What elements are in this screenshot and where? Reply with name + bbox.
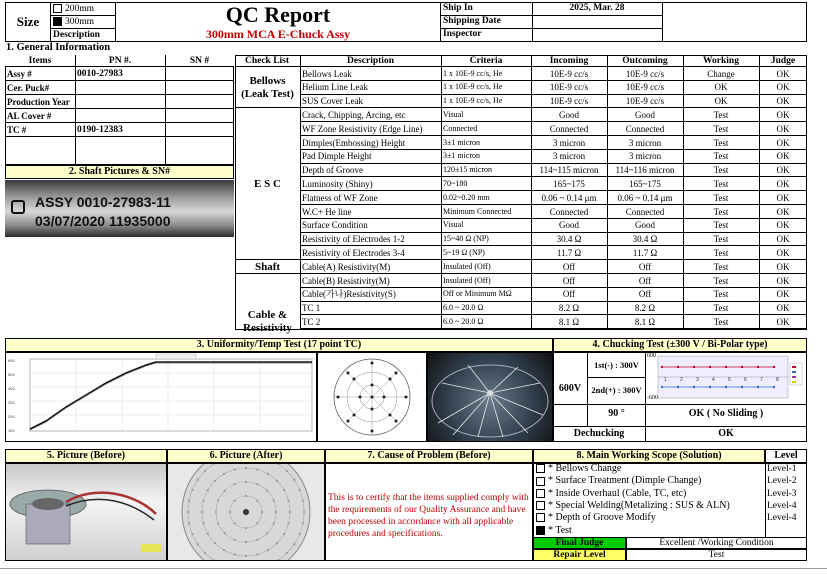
checklist-working[interactable]: OK — [714, 82, 728, 93]
svg-text:1: 1 — [664, 377, 667, 383]
checklist-outcoming[interactable]: 114~116 micron — [615, 165, 675, 176]
checklist-desc: Depth of Groove — [302, 165, 363, 176]
shaft-photo — [5, 180, 234, 237]
general-title: 1. General Information — [6, 42, 111, 53]
checklist-desc: Cable(가나)Resistivity(S) — [302, 289, 396, 300]
checklist-judge[interactable]: OK — [776, 96, 790, 107]
divider — [300, 328, 807, 329]
svg-text:2: 2 — [680, 377, 683, 383]
checklist-working[interactable]: Test — [713, 165, 729, 176]
checklist-incoming[interactable]: Connected — [549, 206, 589, 217]
checklist-incoming[interactable]: 8.2 Ω — [558, 303, 580, 314]
checklist-outcoming[interactable]: Good — [635, 220, 655, 231]
cl-header-criteria: Criteria — [469, 56, 503, 66]
checklist-incoming[interactable]: 10E-9 cc/s — [549, 96, 589, 107]
svg-text:5: 5 — [728, 377, 731, 383]
checklist-outcoming[interactable]: Off — [638, 261, 652, 272]
divider — [5, 108, 234, 109]
checklist-outcoming[interactable]: 8.2 Ω — [634, 303, 656, 314]
divider — [300, 55, 301, 330]
checklist-outcoming[interactable]: Connected — [625, 123, 665, 134]
chucking-voltage: 600V — [558, 383, 582, 394]
general-item: Production Year — [7, 97, 70, 107]
checklist-criteria: 15~40 Ω (NP) — [443, 234, 489, 244]
checklist-incoming[interactable]: 11.7 Ω — [556, 247, 582, 258]
scope-item-label: * Surface Treatment (Dimple Change) — [548, 475, 702, 487]
checklist-criteria: Connected — [443, 123, 478, 133]
checklist-incoming[interactable]: Off — [562, 275, 576, 286]
scope-item-label: * Test — [548, 524, 572, 536]
checklist-outcoming[interactable]: 11.7 Ω — [632, 247, 658, 258]
checklist-working[interactable]: OK — [714, 96, 728, 107]
checklist-outcoming[interactable]: Off — [638, 275, 652, 286]
svg-text:400: 400 — [8, 386, 15, 391]
checklist-outcoming[interactable]: 165~175 — [629, 178, 661, 189]
divider — [5, 122, 234, 123]
checklist-outcoming[interactable]: 3 micron — [628, 137, 662, 148]
svg-text:6: 6 — [744, 377, 747, 383]
after-photo — [167, 463, 325, 561]
page-subtitle: 300mm MCA E-Chuck Assy — [205, 27, 351, 41]
checklist-incoming[interactable]: 3 micron — [552, 151, 586, 162]
general-header-items: Items — [28, 56, 52, 66]
size-option-200[interactable] — [53, 3, 113, 15]
checklist-working[interactable]: Test — [713, 178, 729, 189]
checklist-desc: Pad Dimple Height — [302, 151, 372, 162]
scope-item[interactable] — [536, 463, 764, 475]
thermal-photo — [427, 352, 553, 442]
checklist-working[interactable]: Test — [713, 289, 729, 300]
checklist-desc: Helium Line Leak — [302, 82, 368, 93]
cl-header-desc: Description — [347, 56, 394, 66]
scope-item[interactable] — [536, 512, 764, 524]
before-photo — [5, 463, 167, 561]
general-header-pn: PN #. — [108, 56, 132, 66]
general-item: Assy # — [7, 69, 32, 79]
divider — [587, 377, 645, 378]
divider — [553, 404, 807, 405]
scope-level: Level-3 — [767, 488, 797, 499]
checklist-incoming[interactable]: 165~175 — [553, 178, 585, 189]
general-item: TC # — [7, 125, 27, 135]
divider — [5, 80, 234, 81]
checklist-outcoming[interactable]: 10E-9 cc/s — [625, 68, 665, 79]
cause-title: 7. Cause of Problem (Before) — [325, 449, 533, 463]
temp-chart — [5, 352, 317, 442]
checklist-incoming[interactable]: 10E-9 cc/s — [549, 82, 589, 93]
divider — [441, 55, 442, 330]
checklist-judge[interactable]: OK — [776, 247, 790, 258]
checklist-judge[interactable]: OK — [776, 192, 790, 203]
divider — [662, 2, 663, 42]
cl-header-incoming: Incoming — [549, 56, 589, 66]
checklist-desc: SUS Cover Leak — [302, 96, 363, 107]
checklist-incoming[interactable]: Off — [562, 261, 576, 272]
checklist-outcoming[interactable]: Off — [638, 289, 652, 300]
checklist-working[interactable]: Change — [707, 68, 735, 79]
checklist-judge[interactable]: OK — [776, 109, 790, 120]
checklist-working[interactable]: Test — [713, 234, 729, 245]
inspector-label: Inspector — [443, 29, 482, 39]
checklist-judge[interactable]: OK — [776, 82, 790, 93]
general-item: AL Cover # — [7, 111, 52, 121]
checklist-incoming[interactable]: 0.06 ~ 0.14 μm — [541, 192, 597, 203]
checklist-judge[interactable]: OK — [776, 316, 790, 327]
svg-text:4: 4 — [712, 377, 715, 383]
scope-checkbox[interactable] — [536, 501, 545, 510]
svg-text:200: 200 — [8, 414, 15, 419]
chucking-angle: 90 ° — [608, 408, 625, 419]
cause-text: This is to certify that the items supplied comply with the requirements of our Quality Assurance and have been processed in accordance with all applicable procedures and specifications. — [328, 493, 529, 539]
chucking-chart-svg — [646, 353, 806, 403]
scope-level: Level-4 — [767, 500, 797, 511]
general-pn[interactable]: 0190-12383 — [77, 125, 123, 135]
checklist-outcoming[interactable]: 0.06 ~ 0.14 μm — [617, 192, 673, 203]
chucking-y-top: 600 — [647, 353, 656, 359]
general-item: Cer. Puck# — [7, 83, 50, 93]
checklist-judge[interactable]: OK — [776, 178, 790, 189]
checklist-working[interactable]: Test — [713, 275, 729, 286]
svg-text:100: 100 — [8, 428, 15, 433]
checklist-criteria: 5~19 Ω (NP) — [443, 247, 485, 257]
checklist-judge[interactable]: OK — [776, 234, 790, 245]
tc-map — [317, 352, 427, 442]
checklist-desc: Cable(B) Resistivity(M) — [302, 275, 390, 286]
checkbox-300[interactable] — [53, 17, 62, 26]
final-judge-value[interactable]: Excellent /Working Condition — [659, 538, 774, 548]
checklist-criteria: Insulated (Off) — [443, 261, 491, 271]
svg-text:3: 3 — [696, 377, 699, 383]
description-label: Description — [53, 30, 100, 40]
checklist-outcoming[interactable]: 30.4 Ω — [632, 234, 658, 245]
divider — [165, 55, 166, 165]
cl-header-judge: Judge — [770, 56, 796, 66]
checklist-judge[interactable]: OK — [776, 220, 790, 231]
checklist-desc: Resistivity of Electrodes 1-2 — [302, 234, 405, 245]
divider — [440, 2, 441, 42]
checklist-criteria: 1 x 10E-9 cc/s, He — [443, 96, 503, 106]
checklist-criteria: 1 x 10E-9 cc/s, He — [443, 82, 503, 92]
checklist-judge[interactable]: OK — [776, 165, 790, 176]
divider — [50, 2, 51, 42]
after-photo-svg — [168, 464, 324, 560]
divider — [765, 463, 766, 537]
checklist-criteria: Off or Minimum MΩ — [443, 289, 512, 299]
checklist-criteria: 6.0 ~ 20.0 Ω — [443, 303, 484, 313]
checklist-working[interactable]: Test — [713, 151, 729, 162]
checklist-incoming[interactable]: 114~115 micron — [539, 165, 599, 176]
svg-text:8: 8 — [776, 377, 779, 383]
checklist-working[interactable]: Test — [713, 220, 729, 231]
repair-level-value[interactable]: Test — [708, 550, 725, 560]
svg-text:500: 500 — [8, 372, 15, 377]
scope-item[interactable] — [536, 525, 764, 537]
checklist-criteria: Insulated (Off) — [443, 275, 491, 285]
checklist-outcoming[interactable]: 10E-9 cc/s — [625, 82, 665, 93]
checklist-incoming[interactable]: 10E-9 cc/s — [549, 68, 589, 79]
checklist-criteria: 120±15 micron — [443, 165, 493, 175]
ship-in-label: Ship In — [443, 3, 473, 13]
checklist-judge[interactable]: OK — [776, 68, 790, 79]
checklist-criteria: 1 x 10E-9 cc/s, He — [443, 68, 503, 78]
checklist-judge[interactable]: OK — [776, 206, 790, 217]
checklist-desc: TC 1 — [302, 303, 321, 314]
repair-level-label: Repair Level — [553, 550, 606, 560]
scope-item-label: * Depth of Groove Modify — [548, 512, 656, 524]
checklist-working[interactable]: Test — [713, 137, 729, 148]
temp-chart-svg — [6, 353, 316, 441]
checklist-desc: TC 2 — [302, 316, 321, 327]
scope-item[interactable] — [536, 500, 764, 512]
checklist-working[interactable]: Test — [713, 303, 729, 314]
checklist-working[interactable]: Test — [713, 261, 729, 272]
checklist-working[interactable]: Test — [713, 192, 729, 203]
checklist-group: Cable & Resistivity — [243, 309, 292, 335]
checklist-incoming[interactable]: 3 micron — [552, 137, 586, 148]
chucking-first: 1st(-) : 300V — [594, 360, 639, 370]
checklist-desc: Dimples(Embossing) Height — [302, 137, 406, 148]
after-title: 6. Picture (After) — [167, 449, 325, 463]
scope-level: Level-1 — [767, 464, 797, 474]
svg-text:300: 300 — [8, 400, 15, 405]
before-photo-svg — [6, 464, 166, 560]
chucking-second: 2nd(+) : 300V — [591, 385, 642, 395]
scope-checkbox[interactable] — [536, 464, 545, 473]
chucking-chart — [646, 353, 806, 403]
size-label: Size — [16, 14, 40, 29]
checklist-working[interactable]: Test — [713, 123, 729, 134]
checklist-judge[interactable]: OK — [776, 275, 790, 286]
checklist-working[interactable]: Test — [713, 109, 729, 120]
cl-header-working: Working — [703, 56, 739, 66]
checklist-incoming[interactable]: Connected — [549, 123, 589, 134]
svg-text:7: 7 — [760, 377, 763, 383]
checklist-criteria: 3±1 micron — [443, 151, 481, 161]
scope-item[interactable] — [536, 475, 764, 487]
checklist-outcoming[interactable]: Connected — [625, 206, 665, 217]
final-judge-label: Final Judge — [555, 538, 604, 548]
checklist-desc: Flatness of WF Zone — [302, 192, 378, 203]
checklist-desc: Luminosity (Shiny) — [302, 178, 373, 189]
page-title: QC Report — [225, 2, 331, 27]
size-option-label: 300mm — [65, 17, 95, 27]
checklist-criteria: Minimum Connected — [443, 206, 512, 216]
svg-text:600: 600 — [8, 358, 15, 363]
scope-checkbox[interactable] — [536, 489, 545, 498]
checklist-group: Bellows (Leak Test) — [241, 74, 294, 100]
scope-item[interactable] — [536, 488, 764, 500]
checklist-criteria: Visual — [443, 220, 464, 230]
checklist-outcoming[interactable]: 10E-9 cc/s — [625, 96, 665, 107]
dechucking-label: Dechucking — [573, 428, 625, 439]
chucking-title: 4. Chucking Test (±300 V / Bi-Polar type) — [553, 338, 807, 352]
scope-item-label: * Special Welding(Metalizing : SUS & ALN) — [548, 499, 730, 511]
checklist-incoming[interactable]: Good — [559, 109, 579, 120]
shaft-title: 2. Shaft Pictures & SN# — [5, 165, 234, 179]
checklist-judge[interactable]: OK — [776, 261, 790, 272]
size-option-label: 200mm — [65, 4, 95, 14]
checklist-criteria: 70~180 — [443, 178, 468, 188]
checklist-criteria: 6.0 ~ 20.0 Ω — [443, 316, 484, 326]
scope-item-label: * Inside Overhaul (Cable, TC, etc) — [548, 487, 687, 499]
cl-header-outcoming: Outcoming — [622, 56, 668, 66]
checklist-group: E S C — [254, 177, 281, 190]
checkbox-200[interactable] — [53, 4, 62, 13]
checklist-judge[interactable]: OK — [776, 123, 790, 134]
cause-box — [325, 463, 533, 561]
checklist-working[interactable]: Test — [713, 206, 729, 217]
level-title: Level — [765, 449, 807, 463]
uniformity-title: 3. Uniformity/Temp Test (17 point TC) — [5, 338, 553, 352]
checklist-desc: Resistivity of Electrodes 3-4 — [302, 247, 405, 258]
cl-header-check: Check List — [244, 56, 290, 66]
chucking-angle-result: OK ( No Sliding ) — [688, 408, 764, 419]
scope-title: 8. Main Working Scope (Solution) — [533, 449, 765, 463]
checklist-outcoming[interactable]: Good — [635, 109, 655, 120]
scope-level: Level-2 — [767, 476, 797, 487]
checklist-desc: Surface Condition — [302, 220, 368, 231]
dechucking-result: OK — [718, 428, 734, 439]
divider — [5, 94, 234, 95]
checklist-criteria: Visual — [443, 109, 464, 119]
shaft-line-1: ASSY 0010-27983-11 — [35, 194, 171, 210]
page-footer — [0, 568, 827, 587]
checklist-judge[interactable]: OK — [776, 151, 790, 162]
divider — [5, 136, 234, 137]
checklist-incoming[interactable]: Good — [559, 220, 579, 231]
checklist-outcoming[interactable]: 8.1 Ω — [634, 316, 656, 327]
checklist-desc: W.C+ He line — [302, 206, 352, 217]
chucking-y-bottom: -600 — [647, 395, 658, 401]
shaft-line-2: 03/07/2020 11935000 — [35, 213, 171, 229]
checklist-desc: WF Zone Resistivity (Edge Line) — [302, 123, 423, 134]
tc-map-svg — [318, 353, 426, 441]
ship-in-value[interactable]: 2025, Mar. 28 — [569, 3, 625, 13]
logo-icon — [11, 200, 25, 214]
scope-checkbox[interactable] — [536, 513, 545, 522]
checklist-desc: Crack, Chipping, Arcing, etc — [302, 109, 406, 120]
checklist-group: Shaft — [254, 260, 281, 273]
checklist-incoming[interactable]: 8.1 Ω — [558, 316, 580, 327]
checklist-criteria: 3±1 micron — [443, 137, 481, 147]
checklist-incoming[interactable]: 30.4 Ω — [556, 234, 582, 245]
checklist-desc: Bellows Leak — [302, 68, 352, 79]
scope-item-label: * Bellows Change — [548, 463, 622, 474]
scope-level: Level-4 — [767, 513, 797, 524]
before-title: 5. Picture (Before) — [5, 449, 167, 463]
shipping-date-label: Shipping Date — [443, 16, 501, 26]
size-option-300[interactable] — [53, 16, 113, 28]
thermal-photo-svg — [428, 353, 552, 441]
divider — [553, 426, 807, 427]
checklist-desc: Cable(A) Resistivity(M) — [302, 261, 391, 272]
checklist-judge[interactable]: OK — [776, 289, 790, 300]
checklist-judge[interactable]: OK — [776, 137, 790, 148]
checklist-outcoming[interactable]: 3 micron — [628, 151, 662, 162]
checklist-incoming[interactable]: Off — [562, 289, 576, 300]
general-header-sn: SN # — [189, 56, 210, 66]
scope-checkbox[interactable] — [536, 477, 545, 486]
divider — [75, 55, 76, 165]
checklist-judge[interactable]: OK — [776, 303, 790, 314]
scope-checkbox[interactable] — [536, 526, 545, 535]
divider — [587, 404, 588, 426]
checklist-working[interactable]: Test — [713, 247, 729, 258]
general-pn[interactable]: 0010-27983 — [77, 69, 123, 79]
checklist-criteria: 0.02~0.20 mm — [443, 192, 490, 202]
checklist-working[interactable]: Test — [713, 316, 729, 327]
